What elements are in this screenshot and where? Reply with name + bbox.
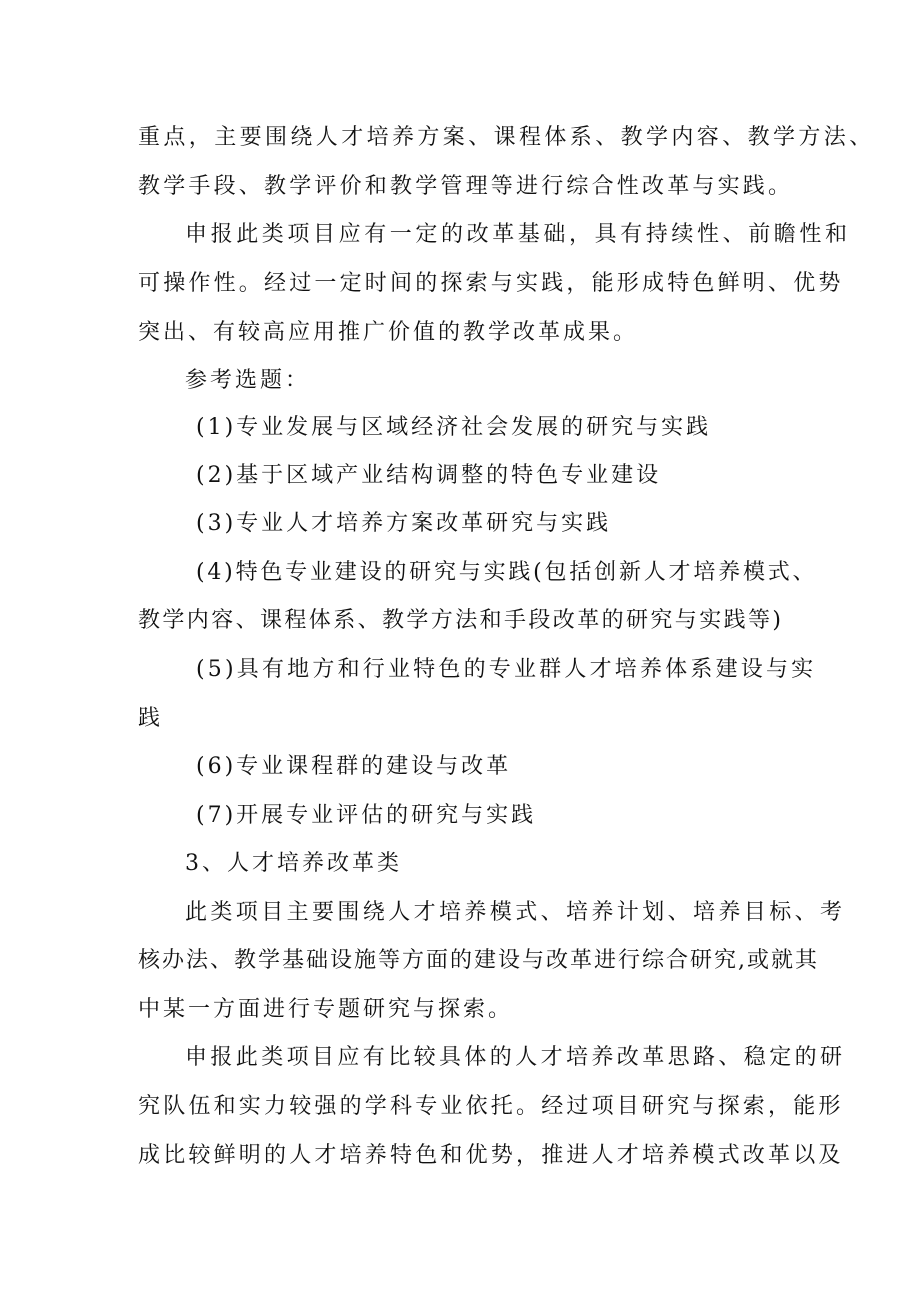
text-line-17: 此类项目主要围绕人才培养模式、培养计划、培养目标、考 — [185, 900, 846, 925]
text-line-1: 重点，主要围绕人才培养方案、课程体系、教学内容、教学方法、 — [138, 125, 875, 150]
text-line-4: 可操作性。经过一定时间的探索与实践，能形成特色鲜明、优势 — [138, 271, 844, 296]
list-item-3: (3)专业人才培养方案改革研究与实践 — [196, 511, 612, 536]
text-line-19: 中某一方面进行专题研究与探索。 — [138, 997, 514, 1022]
text-line-21: 究队伍和实力较强的学科专业依托。经过项目研究与探索，能形 — [138, 1094, 844, 1119]
text-line-6: 参考选题： — [185, 368, 311, 393]
text-line-5: 突出、有较高应用推广价值的教学改革成果。 — [138, 320, 639, 345]
text-line-20: 申报此类项目应有比较具体的人才培养改革思路、稳定的研 — [185, 1045, 846, 1070]
list-item-4-cont: 教学内容、课程体系、教学方法和手段改革的研究与实践等) — [138, 608, 784, 633]
list-item-5-cont: 践 — [138, 706, 164, 731]
list-item-4: (4)特色专业建设的研究与实践(包括创新人才培养模式、 — [196, 560, 818, 585]
text-line-2: 教学手段、教学评价和教学管理等进行综合性改革与实践。 — [138, 174, 794, 199]
list-item-7: (7)开展专业评估的研究与实践 — [196, 803, 537, 828]
text-line-3: 申报此类项目应有一定的改革基础，具有持续性、前瞻性和 — [185, 222, 851, 247]
list-item-6: (6)专业课程群的建设与改革 — [196, 754, 512, 779]
list-item-1: (1)专业发展与区域经济社会发展的研究与实践 — [196, 415, 712, 440]
section-heading: 3、人才培养改革类 — [185, 851, 402, 876]
list-item-5: (5)具有地方和行业特色的专业群人才培养体系建设与实 — [196, 657, 817, 682]
text-line-22: 成比较鲜明的人才培养特色和优势，推进人才培养模式改革以及 — [138, 1143, 844, 1168]
list-item-2: (2)基于区域产业结构调整的特色专业建设 — [196, 463, 662, 488]
text-line-18: 核办法、教学基础设施等方面的建设与改革进行综合研究,或就其 — [138, 948, 819, 973]
